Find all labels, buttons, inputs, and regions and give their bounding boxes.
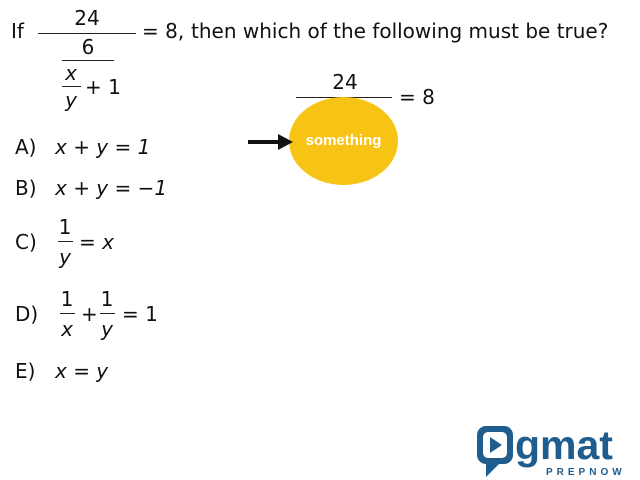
choice-letter: A) <box>15 135 37 159</box>
choice-expr: x + y = −1 <box>55 176 168 200</box>
x-over-y-bar <box>62 86 81 87</box>
choice-letter: C) <box>15 230 37 254</box>
gmat-prepnow-logo <box>475 421 640 480</box>
choice-expr: x + y = 1 <box>55 135 151 159</box>
choice-numerator-2: 1 <box>100 287 114 311</box>
choice-letter: E) <box>15 359 36 383</box>
equals-eight: = 8, <box>142 19 185 43</box>
choice-expr: x = y <box>55 359 109 383</box>
choice-rhs: = 1 <box>122 302 158 326</box>
choice-fraction-bar-2 <box>100 313 115 314</box>
choice-rhs: = x <box>79 230 114 254</box>
choice-numerator-1: 1 <box>60 287 74 311</box>
frac-y: y <box>65 88 77 112</box>
choice-numerator: 1 <box>58 215 72 239</box>
frac-x: x <box>65 61 77 85</box>
highlight-label: something <box>305 132 382 149</box>
choice-letter: B) <box>15 176 37 200</box>
choice-fraction-bar-1 <box>60 313 75 314</box>
question-lead: If <box>11 19 24 43</box>
logo-sub: PREPNOW <box>546 467 626 478</box>
choice-denominator-2: y <box>101 317 113 341</box>
work-numerator: 24 <box>332 70 358 94</box>
question-tail: then which of the following must be true? <box>191 19 609 43</box>
choice-fraction-bar <box>58 241 73 242</box>
choice-denominator-1: x <box>61 317 73 341</box>
choice-letter: D) <box>15 302 39 326</box>
work-equals-eight: = 8 <box>399 85 435 109</box>
inner-numerator: 6 <box>81 35 95 59</box>
main-fraction-bar <box>38 33 136 34</box>
main-numerator: 24 <box>74 6 100 30</box>
choice-denominator: y <box>59 245 71 269</box>
logo-brand: gmat <box>515 422 613 468</box>
plus-one: + 1 <box>85 75 121 99</box>
arrow-right-icon <box>248 133 294 151</box>
choice-plus: + <box>81 302 98 326</box>
